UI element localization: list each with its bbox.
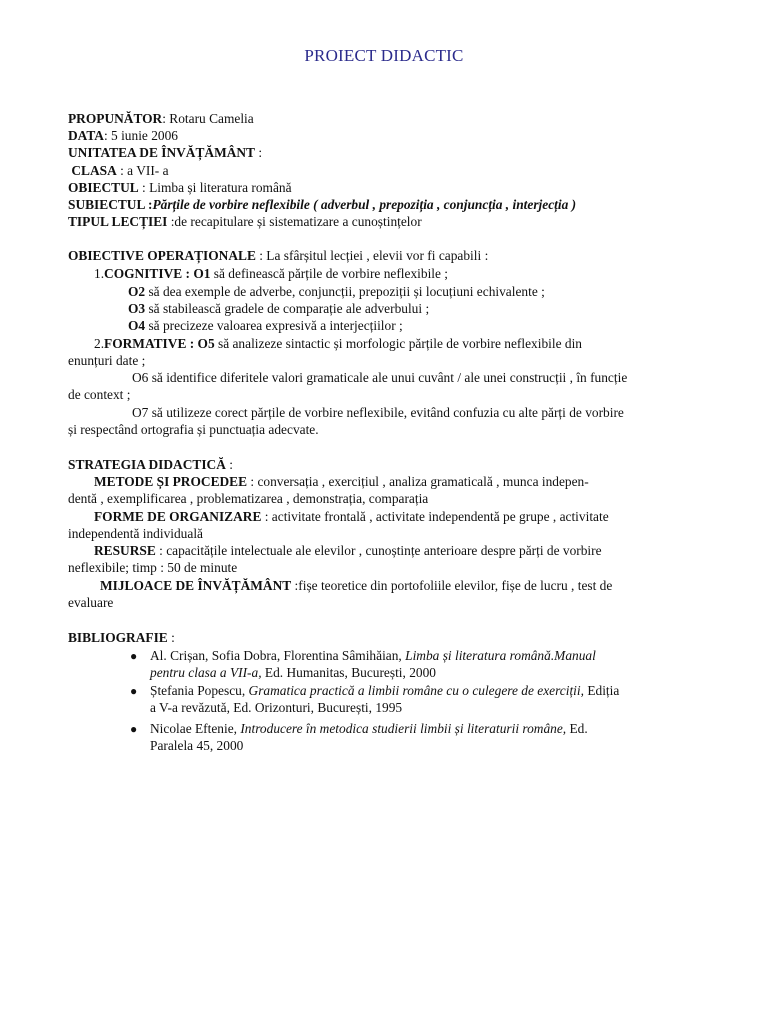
bib-item-1-authors: Al. Crișan, Sofia Dobra, Florentina Sâmihăian, [150, 648, 406, 663]
bib-item-2-rest1: Ediția [583, 683, 620, 698]
bibliography-heading-suffix: : [167, 630, 175, 645]
forme-label: FORME DE ORGANIZARE [94, 509, 262, 524]
obiectul-value: : Limba și literatura română [138, 180, 292, 195]
objectives-intro: : La sfârșitul lecției , elevii vor fi capabili : [255, 248, 489, 263]
subiectul-value: Părțile de vorbire neflexibile ( adverbul , prepoziția , conjuncția , interjecția ) [152, 197, 577, 212]
propunator-label: PROPUNĂTOR [68, 111, 163, 126]
metode-line2: dentă , exemplificarea , problematizarea , demonstrația, comparația [68, 491, 429, 506]
subiectul-label: SUBIECTUL : [68, 197, 153, 212]
data-value: : 5 iunie 2006 [103, 128, 178, 143]
objective-o3: să stabilească gradele de comparație ale adverbului ; [145, 301, 430, 316]
mijloace-label: MIJLOACE DE ÎNVĂȚĂMÂNT [100, 578, 292, 593]
bib-item-3-authors: Nicolae Eftenie, [150, 721, 241, 736]
bib-item-2-title1: Gramatica practică a limbii române cu o culegere de exerciții, [248, 683, 584, 698]
resurse-line2: neflexibile; timp : 50 de minute [68, 560, 238, 575]
objective-o3-line [128, 300, 429, 317]
objective-o6-line1: O6 să identifice diferitele valori gramaticale ale unui cuvânt / ale unei construcții , în funcție [132, 370, 628, 385]
bib-item-2-line1 [150, 682, 619, 699]
bib-item-3-title1: Introducere în metodica studierii limbii și literaturii române, [240, 721, 567, 736]
objective-o1: să definească părțile de vorbire neflexibile ; [210, 266, 449, 281]
forme-line2: independentă individuală [68, 526, 203, 541]
objective-o3-label: O3 [128, 301, 146, 316]
bib-item-1-line2 [150, 664, 436, 681]
metode-label: METODE ȘI PROCEDEE [94, 474, 248, 489]
objectives-heading: OBIECTIVE OPERAȚIONALE [68, 248, 256, 263]
objective-o6-line2: de context ; [68, 387, 131, 402]
forme-text1: : activitate frontală , activitate independentă pe grupe , activitate [261, 509, 609, 524]
bib-item-2-line2: a V-a revăzută, Ed. Orizonturi, București, 1995 [150, 700, 403, 715]
bib-item-3-line2: Paralela 45, 2000 [150, 738, 244, 753]
tipul-value: :de recapitulare și sistematizare a cunoștințelor [167, 214, 422, 229]
objective-o2: să dea exemple de adverbe, conjuncții, prepoziții și locuțiuni echivalente ; [145, 284, 545, 299]
bibliography-heading-line [68, 629, 175, 646]
objective-o5-line1: să analizeze sintactic și morfologic părțile de vorbire neflexibile din [214, 336, 582, 351]
bullet-icon: ● [130, 649, 138, 663]
data-label: DATA [68, 128, 104, 143]
unitatea-line [68, 144, 262, 161]
clasa-value: : a VII- a [116, 163, 169, 178]
bib-item-3-rest1: Ed. [566, 721, 588, 736]
unitatea-value: : [255, 145, 263, 160]
subiectul-line [68, 196, 576, 213]
objective-o4: să precizeze valoarea expresivă a interjecțiilor ; [145, 318, 403, 333]
resurse-text1: : capacitățile intelectuale ale elevilor , cunoștințe anterioare despre părți de vorbire [155, 543, 602, 558]
formative-label: FORMATIVE : O5 [104, 336, 215, 351]
objective-o7-line2: și respectând ortografia și punctuația adecvate. [68, 422, 319, 437]
propunator-value: : Rotaru Camelia [162, 111, 254, 126]
bib-item-1-rest: Ed. Humanitas, București, 2000 [261, 665, 437, 680]
mijloace-line1 [100, 577, 612, 594]
bullet-icon: ● [130, 722, 138, 736]
obiectul-line [68, 179, 292, 196]
cognitive-line [94, 265, 448, 282]
bullet-icon: ● [130, 684, 138, 698]
forme-line1 [94, 508, 609, 525]
objective-o5-line2: enunțuri date ; [68, 353, 146, 368]
bib-item-2-authors: Ștefania Popescu, [150, 683, 249, 698]
objective-o4-line [128, 317, 403, 334]
clasa-line [68, 162, 169, 179]
unitatea-label: UNITATEA DE ÎNVĂȚĂMÂNT [68, 145, 255, 160]
bibliography-heading: BIBLIOGRAFIE [68, 630, 168, 645]
mijloace-text1: :fișe teoretice din portofoliile elevilor, fișe de lucru , test de [291, 578, 613, 593]
bib-item-1-title1: Limba și literatura română.Manual [405, 648, 596, 663]
mijloace-line2: evaluare [68, 595, 114, 610]
objective-o2-label: O2 [128, 284, 146, 299]
objective-o2-line [128, 283, 545, 300]
metode-line1 [94, 473, 589, 490]
resurse-line1 [94, 542, 602, 559]
objective-o4-label: O4 [128, 318, 146, 333]
bib-item-3-line1 [150, 720, 588, 737]
bib-item-1-title2: pentru clasa a VII-a, [150, 665, 262, 680]
tipul-line [68, 213, 422, 230]
objectives-heading-line [68, 247, 488, 264]
strategy-heading: STRATEGIA DIDACTICĂ [68, 457, 226, 472]
resurse-label: RESURSE [94, 543, 156, 558]
cognitive-number: 1. [94, 266, 105, 281]
formative-number: 2. [94, 336, 105, 351]
propunator-line [68, 110, 254, 127]
document-title: PROIECT DIDACTIC [304, 46, 464, 65]
bib-item-1-line1 [150, 647, 596, 664]
strategy-heading-line [68, 456, 233, 473]
strategy-heading-suffix: : [225, 457, 233, 472]
objective-o7-line1: O7 să utilizeze corect părțile de vorbire neflexibile, evitând confuzia cu alte părți de vorbire [132, 405, 624, 420]
metode-text1: : conversația , exercițiul , analiza gramaticală , munca indepen- [247, 474, 589, 489]
formative-line [94, 335, 582, 352]
tipul-label: TIPUL LECȚIEI [68, 214, 168, 229]
obiectul-label: OBIECTUL [68, 180, 139, 195]
data-line [68, 127, 178, 144]
clasa-label: CLASA [68, 163, 117, 178]
cognitive-label: COGNITIVE : O1 [104, 266, 211, 281]
